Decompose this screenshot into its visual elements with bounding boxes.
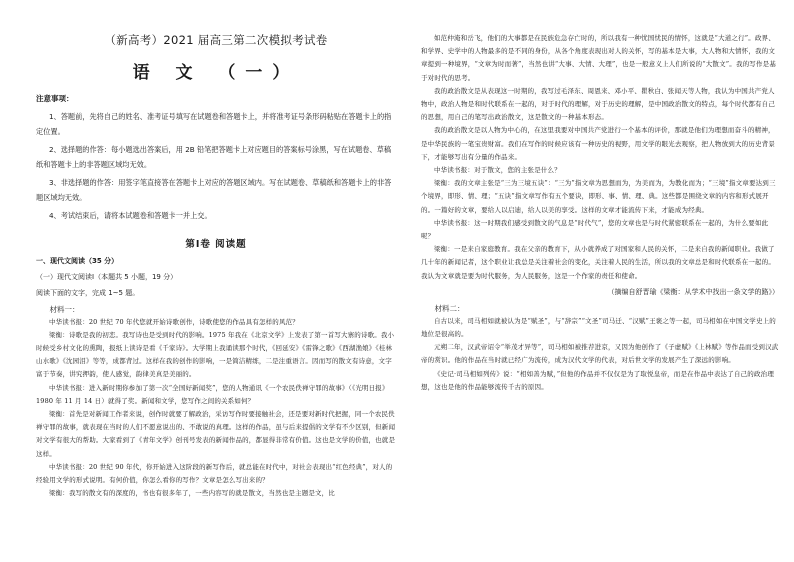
body-paragraph: 如范仲淹和岳飞，他们的大事都是在民族危急存亡时的，所以我有一种忧国忧民的情怀，这就是“大道之行”。政界、和学界、史学中的人物最多的是不同的身份，从各个角度表现出对人的关怀，写的基本是大事，大人物和大情怀，我的文章提到一种境界，“文章为时而著”，当然也讲“大事、大情、大理”，也是一般意义上人们所说的“大散文”。我的写作是基于对时代的思考。: [421, 34, 777, 82]
part-heading: 一、现代文阅读（35 分）: [36, 256, 119, 265]
note-item: 2、选择题的作答：每小题选出答案后，用 2B 铅笔把答题卡上对应题目的答案标号涂黑，写在试题卷、草稿纸和答题卡上的非答题区域均无效。: [36, 145, 392, 169]
note-item: 3、非选择题的作答：用签字笔直接答在答题卡上对应的答题区域内。写在试题卷、草稿纸和答题卡上的非答题区域均无效。: [36, 178, 392, 202]
body-paragraph: 我的政治散文是从表现这一时期的，我写过毛泽东、周恩来、邓小平、瞿秋白、张闻天等人物，我认为中国共产党人物中，政治人物是和时代联系在一起的，对于时代的理解，对于历史的理解，是中国政治散文的特点，每个时代都有自己的思想，用自己的笔写出政治散文，这是散文的一种基本形态。: [421, 86, 776, 122]
body-paragraph: 《史记·司马相如列传》说：“相如善为赋，”但他的作品并不仅仅是为了取悦皇帝，而是在作品中表达了自己的政治理想，这也是他的作品能够流传千古的原因。: [421, 369, 775, 391]
reading-instruction: 阅读下面的文字，完成 1~5 题。: [36, 288, 140, 297]
body-paragraph: 中华读书报：进入新时期你参加了第一次“全国好新闻奖”，您的人物通讯《一个农民佚禅守罪的故事》（《光明日报》1980 年 11 月 14 日）就得了奖。新闻和文学，您写作之间的关系如何？: [36, 383, 389, 405]
material-two-label: 材料二：: [434, 303, 465, 313]
body-paragraph: 中华读书报：20 世纪 70 年代您就开始诗歌创作，诗歌使您的作品具有怎样的风范？: [49, 317, 299, 326]
sub-part-heading: （一）现代文阅读Ⅰ（本题共 5 小题，19 分）: [36, 272, 178, 281]
note-item: 1、答题前，先将自己的姓名、准考证号填写在试题卷和答题卡上，并将准考证号条形码粘贴在答题卡上的指定位置。: [36, 112, 392, 136]
body-paragraph: 自古以来，司马相如就被认为是“赋圣”，与“辞宗”“文圣”司马迁、“汉赋”王褒之等一起，司马相如在中国文学史上的地位是很高的。: [421, 316, 776, 339]
notes-heading: 注意事项：: [36, 94, 74, 103]
body-paragraph: 梁衡：首先是对新闻工作者来说，创作时就要了解政治，采访写作时要接触社会，还是要对新时代把握，同一个农民佚禅守罪的故事，就表现在当时的人们不愿意说出的、不敢说的真理。这样的作品，虽与后来提倡的文学有不少区别，但新闻对文学有很大的帮助。大家看到了《青年文学》创刊号发表的新闻作品的，都显得非常有价值。这也是文学的价值，也就是这样。: [36, 409, 396, 458]
subject-title: 语 文 （一）: [132, 63, 300, 83]
body-paragraph: 梁衡：诗歌是我的初恋。我写诗也是受到时代的影响。1975 年我在《北京文学》上发表了第一首写大寨的诗歌。我小时候受乡村文化的熏陶，报纸上读诗是看《千家诗》。大学期上我诵读那个时代，《回延安》《雷锋之歌》《西湖渔娘》《桂林山水歌》《沈园泪》等等，成都背过。这样在我的创作的影响，一是简洁精练，二是注重语言。因而写的散文有诗意，文字富于节奏，讲究押韵，使人感觉，韵律美真是美丽的。: [36, 330, 395, 379]
body-paragraph: 中华读书报：这一时期我们感受到散文的气息是“时代气”，您的文章也是与时代紧密联系在一起的，为什么要如此呢？: [421, 218, 769, 241]
note-item: 4、考试结束后，请将本试题卷和答题卡一并上交。: [48, 211, 212, 220]
body-paragraph: 梁衡：一是来自家庭教育。我在父亲的教育下，从小就养成了对国家和人民的关怀，二是来自我的新闻职业。我做了几十年的新闻记者，这个职业让我总是关注着社会的变化，关注着人民的生活，所以我的文章总是和时代联系在一起的。我认为文章就是要为时代服务，为人民服务，这是一个作家的责任和使命。: [421, 245, 776, 280]
right-column: [421, 32, 779, 560]
body-paragraph: 我的政治散文是以人物为中心的，在这里我要对中国共产党进行一个基本的评价，那就是他们为理想而奋斗的精神，是中华民族的一笔宝贵财富。我们在写作的时候应该有一种历史的视野，用文学的眼光去观察，把人物放到大的历史背景下，才能够写出有分量的作品来。: [421, 126, 776, 161]
body-paragraph: 中华读书报：对于散文，您的主张是什么？: [434, 166, 561, 175]
body-paragraph: 元朔二年，汉武帝诏令“举茂才异等”，司马相如被推荐进京，又因为他创作了《子虚赋》《上林赋》等作品而受到汉武帝的赏识。他的作品在当时就已经广为流传，成为汉代文学的代表，对后世文学的发展产生了深远的影响。: [421, 343, 779, 365]
material-one-label: 材料一：: [49, 304, 80, 314]
section-title: 第Ⅰ卷 阅读题: [185, 238, 247, 250]
left-column: [36, 32, 396, 560]
body-paragraph: 梁衡：我的文章主张是“三为三境五诀”：“三为”指文章为思想而为，为美而为，为教化而为；“三境”指文章要达到三个境界，即形、情、理；“五诀”指文章写作有五个要诀，即形、事、情、理、典。这些都是围绕文章的内容和形式展开的。一篇好的文章，要给人以启迪，给人以美的享受。这样的文章才能流传下来，才能成为经典。: [421, 179, 776, 214]
exam-title: （新高考）2021 届高三第二次模拟考试卷: [104, 33, 328, 47]
body-paragraph: 中华读书报：20 世纪 90 年代，你开始进入这阶段的新写作后，就总能在时代中，对社会表现出“红色经典”，对人的经验用文学的形式说明。有何价值，你怎么看你的写作？文章是怎么写出来的？: [36, 462, 393, 484]
body-paragraph: 梁衡：我写的散文有的深度的，书也有很多年了，一些内容写的就是散文，当然也是主题是文，比: [49, 489, 335, 498]
source-citation: （摘编自舒晋瑜《梁衡：从学术中找出一条文学的路》）: [607, 287, 779, 296]
